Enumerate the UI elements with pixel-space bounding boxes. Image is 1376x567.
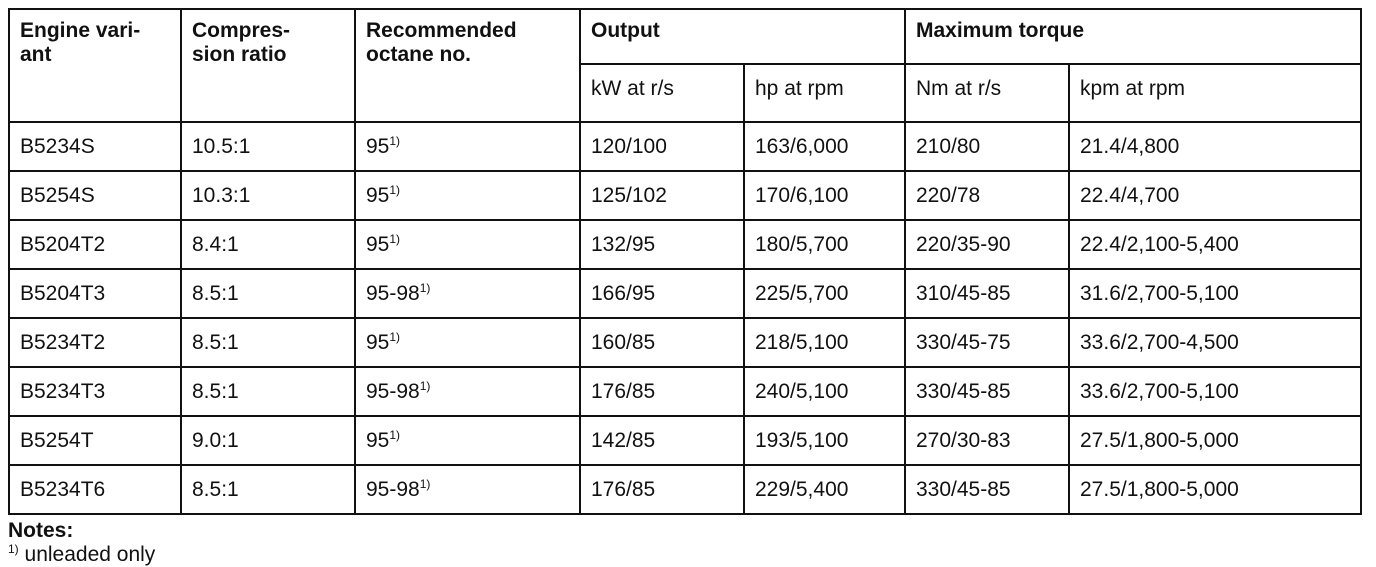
cell-torque-kpm-value: 31.6/2,700-5,100 (1080, 282, 1239, 305)
cell-compression-ratio (181, 416, 355, 465)
table-row (9, 171, 1361, 220)
cell-engine-variant-value: B5234T3 (20, 380, 106, 403)
cell-octane (355, 416, 580, 465)
table-row (9, 220, 1361, 269)
header-compression-ratio (181, 9, 355, 122)
cell-output-hp (744, 416, 905, 465)
cell-output-hp-value: 229/5,400 (755, 478, 849, 501)
header-row-main (9, 9, 1361, 64)
cell-compression-ratio-value: 8.5:1 (192, 331, 239, 354)
cell-output-kw-value: 120/100 (591, 135, 667, 158)
cell-octane-value: 95-98 (366, 282, 420, 305)
table-body (9, 122, 1361, 514)
header-engine-variant-line1: Engine vari- (20, 19, 141, 42)
cell-octane (355, 171, 580, 220)
cell-engine-variant (9, 269, 181, 318)
cell-output-hp-value: 225/5,700 (755, 282, 849, 305)
cell-output-kw (580, 171, 744, 220)
cell-output-hp-value: 218/5,100 (755, 331, 849, 354)
header-compression-line2: sion ratio (192, 43, 287, 66)
cell-compression-ratio-value: 10.5:1 (192, 135, 251, 158)
cell-torque-kpm-value: 27.5/1,800-5,000 (1080, 478, 1239, 501)
cell-compression-ratio (181, 465, 355, 514)
cell-compression-ratio (181, 122, 355, 171)
cell-engine-variant-value: B5254S (20, 184, 95, 207)
table-row (9, 318, 1361, 367)
table-row (9, 269, 1361, 318)
cell-engine-variant (9, 220, 181, 269)
header-engine-variant-line2: ant (20, 43, 52, 66)
cell-engine-variant-value: B5204T3 (20, 282, 106, 305)
cell-torque-kpm-value: 21.4/4,800 (1080, 135, 1180, 158)
table-header (9, 9, 1361, 122)
cell-engine-variant (9, 416, 181, 465)
cell-torque-kpm (1069, 220, 1361, 269)
cell-output-kw-value: 166/95 (591, 282, 656, 305)
cell-octane (355, 367, 580, 416)
engine-spec-document (8, 8, 1360, 567)
cell-output-hp (744, 318, 905, 367)
cell-torque-nm-value: 220/35-90 (916, 233, 1011, 256)
cell-output-kw (580, 416, 744, 465)
header-compression-line1: Compres- (192, 19, 291, 42)
cell-engine-variant-value: B5204T2 (20, 233, 106, 256)
cell-engine-variant (9, 367, 181, 416)
cell-compression-ratio (181, 367, 355, 416)
cell-engine-variant-value: B5234T2 (20, 331, 106, 354)
table-row (9, 465, 1361, 514)
cell-output-hp (744, 465, 905, 514)
cell-engine-variant (9, 122, 181, 171)
cell-compression-ratio-value: 8.4:1 (192, 233, 239, 256)
cell-engine-variant-value: B5234S (20, 135, 95, 158)
cell-torque-nm-value: 310/45-85 (916, 282, 1011, 305)
cell-torque-kpm (1069, 465, 1361, 514)
table-row (9, 122, 1361, 171)
cell-engine-variant-value: B5254T (20, 429, 94, 452)
footnote-reference: 1) (389, 232, 401, 246)
header-recommended-octane (355, 9, 580, 122)
cell-compression-ratio-value: 10.3:1 (192, 184, 251, 207)
table-row (9, 367, 1361, 416)
cell-output-hp-value: 180/5,700 (755, 233, 849, 256)
cell-torque-nm (905, 318, 1069, 367)
cell-torque-nm (905, 269, 1069, 318)
cell-octane (355, 220, 580, 269)
cell-output-kw (580, 465, 744, 514)
cell-output-hp (744, 171, 905, 220)
cell-octane-value: 95 (366, 184, 390, 207)
cell-octane (355, 269, 580, 318)
cell-output-kw (580, 122, 744, 171)
cell-torque-nm-value: 330/45-85 (916, 478, 1011, 501)
cell-output-kw-value: 160/85 (591, 331, 656, 354)
cell-torque-kpm (1069, 269, 1361, 318)
cell-torque-kpm (1069, 122, 1361, 171)
footnote-reference: 1) (419, 477, 431, 491)
cell-octane-value: 95 (366, 135, 390, 158)
cell-torque-kpm-value: 33.6/2,700-4,500 (1080, 331, 1239, 354)
cell-output-hp-value: 163/6,000 (755, 135, 849, 158)
cell-octane (355, 318, 580, 367)
cell-torque-nm-value: 330/45-85 (916, 380, 1011, 403)
cell-compression-ratio-value: 8.5:1 (192, 380, 239, 403)
cell-torque-nm (905, 367, 1069, 416)
notes-section (8, 519, 1360, 567)
cell-output-kw (580, 220, 744, 269)
cell-compression-ratio-value: 8.5:1 (192, 282, 239, 305)
table-row (9, 416, 1361, 465)
cell-octane (355, 465, 580, 514)
cell-octane-value: 95 (366, 233, 390, 256)
cell-torque-kpm-value: 33.6/2,700-5,100 (1080, 380, 1239, 403)
footnote-reference: 1) (389, 330, 401, 344)
cell-output-kw-value: 132/95 (591, 233, 656, 256)
cell-torque-nm-value: 270/30-83 (916, 429, 1011, 452)
cell-compression-ratio (181, 269, 355, 318)
footnote-reference: 1) (419, 281, 431, 295)
cell-torque-nm-value: 210/80 (916, 135, 981, 158)
cell-compression-ratio-value: 9.0:1 (192, 429, 239, 452)
cell-torque-nm-value: 330/45-75 (916, 331, 1011, 354)
cell-output-kw-value: 142/85 (591, 429, 656, 452)
cell-engine-variant (9, 318, 181, 367)
notes-title: Notes: (8, 519, 74, 542)
cell-torque-kpm-value: 22.4/4,700 (1080, 184, 1180, 207)
cell-torque-nm-value: 220/78 (916, 184, 981, 207)
cell-output-hp (744, 367, 905, 416)
footnote-mark: 1) (8, 542, 19, 556)
cell-output-kw (580, 367, 744, 416)
cell-output-hp-value: 170/6,100 (755, 184, 849, 207)
cell-torque-kpm (1069, 318, 1361, 367)
cell-compression-ratio (181, 318, 355, 367)
footnote-reference: 1) (419, 379, 431, 393)
footnote-reference: 1) (389, 428, 401, 442)
cell-octane-value: 95 (366, 331, 390, 354)
cell-output-kw (580, 318, 744, 367)
cell-torque-nm (905, 465, 1069, 514)
footnote-line (8, 543, 1360, 567)
footnote-text: unleaded only (24, 543, 156, 566)
cell-output-hp (744, 220, 905, 269)
cell-compression-ratio-value: 8.5:1 (192, 478, 239, 501)
cell-torque-kpm-value: 22.4/2,100-5,400 (1080, 233, 1239, 256)
cell-output-kw-value: 125/102 (591, 184, 667, 207)
header-torque-kpm: kpm at rpm (1069, 64, 1361, 122)
cell-output-hp-value: 193/5,100 (755, 429, 849, 452)
cell-octane-value: 95-98 (366, 478, 420, 501)
cell-torque-nm (905, 220, 1069, 269)
cell-torque-nm (905, 171, 1069, 220)
cell-output-kw-value: 176/85 (591, 380, 656, 403)
header-octane-line2: octane no. (366, 43, 472, 66)
header-output-hp: hp at rpm (744, 64, 905, 122)
cell-compression-ratio (181, 171, 355, 220)
cell-engine-variant-value: B5234T6 (20, 478, 106, 501)
cell-torque-kpm (1069, 416, 1361, 465)
cell-output-hp-value: 240/5,100 (755, 380, 849, 403)
cell-engine-variant (9, 465, 181, 514)
cell-output-kw-value: 176/85 (591, 478, 656, 501)
cell-octane-value: 95-98 (366, 380, 420, 403)
footnote-reference: 1) (389, 134, 401, 148)
cell-torque-nm (905, 122, 1069, 171)
cell-torque-kpm (1069, 367, 1361, 416)
cell-octane-value: 95 (366, 429, 390, 452)
cell-octane (355, 122, 580, 171)
cell-compression-ratio (181, 220, 355, 269)
footnote-reference: 1) (389, 183, 401, 197)
header-engine-variant (9, 9, 181, 122)
cell-output-hp (744, 269, 905, 318)
header-output-kw: kW at r/s (580, 64, 744, 122)
cell-torque-nm (905, 416, 1069, 465)
cell-engine-variant (9, 171, 181, 220)
header-octane-line1: Recommended (366, 19, 517, 42)
engine-spec-table (8, 8, 1362, 515)
cell-torque-kpm (1069, 171, 1361, 220)
header-torque-nm: Nm at r/s (905, 64, 1069, 122)
cell-torque-kpm-value: 27.5/1,800-5,000 (1080, 429, 1239, 452)
cell-output-hp (744, 122, 905, 171)
header-output: Output (580, 9, 905, 64)
cell-output-kw (580, 269, 744, 318)
header-maximum-torque: Maximum torque (905, 9, 1361, 64)
